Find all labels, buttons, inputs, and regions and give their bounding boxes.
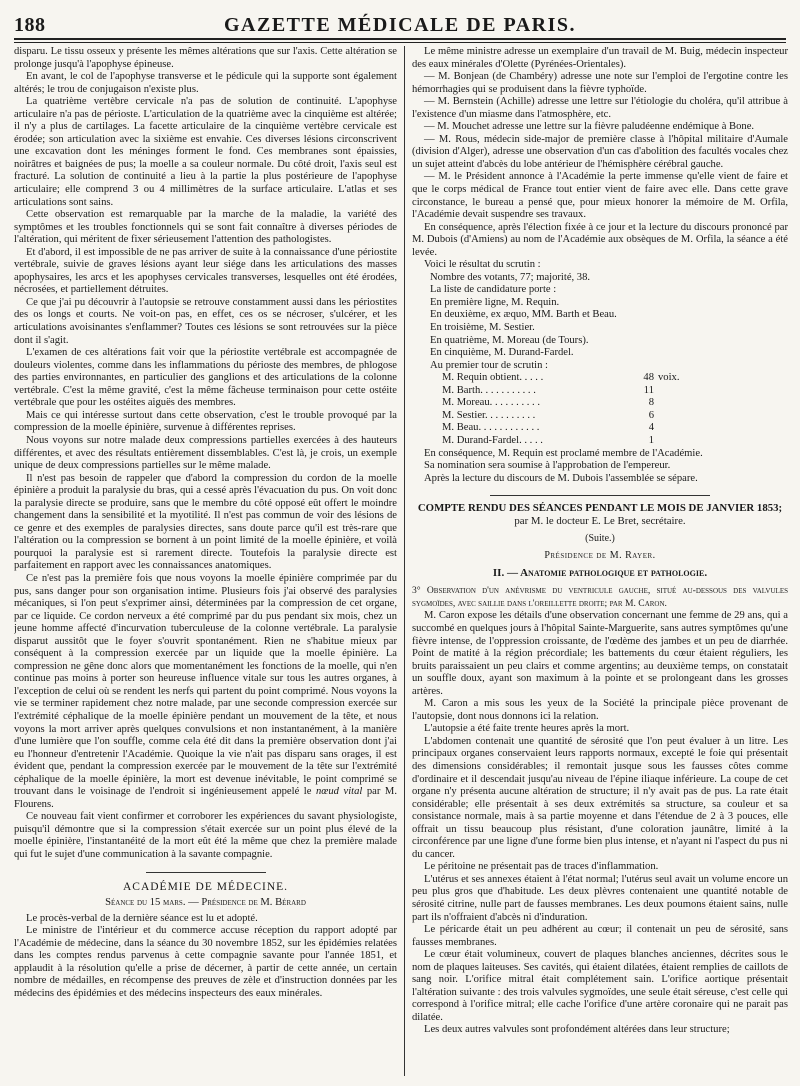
paragraph: Les deux autres valvules sont profondément altérées dans leur structure; — [424, 1024, 730, 1036]
paragraph: Ce que j'ai pu découvrir à l'autopsie se retrouve constamment aussi dans les périostites des os longs et courts. Ne voit-on pas, en effet, ces os se nécroser, s'ulcérer, et les articulations avoisinantes s'enflammer? Toutes ces lésions se sont retrouvées sur la pièce dont il s'agit. — [14, 296, 397, 346]
paragraph: L'utérus et ses annexes étaient à l'état normal; l'utérus seul avait un volume encore un peu plus gros que d'habitude. Les deux plèvres contenaient une quantité notable de sérosité citrine, nulle part de fausses membranes. Les deux poumons étaient sains, nulle part ils n'offraient d'abcès ni d'induration. — [412, 873, 788, 923]
vote-row — [412, 410, 788, 423]
vote-count: 8 — [648, 397, 654, 409]
paragraph: — M. Bonjean (de Chambéry) adresse une note sur l'emploi de l'ergotine contre les hémorrhagies qui se produisent dans la fièvre typhoïde. — [412, 71, 788, 95]
vote-label — [654, 422, 658, 435]
report-byline: par M. le docteur E. Le Bret, secrétaire. — [514, 515, 686, 528]
paragraph: — M. le Président annonce à l'Académie la perte immense qu'elle vient de faire et que le corps médical de France tout entier vient de faire avec elle. Dans cette grave circonstance, le bureau a pensé que, pour mieux honorer la mémoire de M. Orfila, l'Académie devait suspendre ses travaux. — [412, 171, 788, 221]
vote-count: 1 — [648, 434, 654, 446]
vote-row — [412, 372, 788, 385]
column-divider — [404, 46, 405, 1076]
header-rule — [14, 38, 786, 43]
paragraph: disparu. Le tissu osseux y présente les mêmes altérations que sur l'axis. Cette altération se prolonge jusqu'à l'apophyse épineuse. — [14, 46, 397, 70]
vote-count: 48 — [643, 372, 654, 384]
page-number: 188 — [14, 14, 46, 36]
vote-count: 6 — [648, 409, 654, 421]
journal-title: GAZETTE MÉDICALE DE PARIS. — [223, 14, 577, 36]
left-column — [14, 46, 397, 1076]
paragraph: Il n'est pas besoin de rappeler que d'abord la compression du cordon de la moelle épinière a produit la paralysie du bras, qui a cessé après l'évacuation du pus. On voit donc la paralysie directe se produire, sans que le membre du côté opposé eût offert le moindre changement dans la sensibilité et la myotilité. Il n'est pas commun de voir des lésions de ce genre et des exemples de paralysies directes, sans doute parce qu'il est très-rare que l'altération ou la compression se bornent à un point limité de la moelle épinière, et voilà pourquoi la paralysie est si rarement directe. Toutefois la paralysie directe est parfaitement en rapport avec les connaissances anatomiques. — [14, 472, 397, 572]
paragraph: En avant, le col de l'apophyse transverse et le pédicule qui la supporte sont également altérés; le trou de conjugaison n'existe plus. — [14, 71, 397, 95]
paragraph: Nous voyons sur notre malade deux compressions partielles exercées à des hauteurs différentes, et avec des résultats entièrement dissemblables. C'est là, je crois, un exemple unique de deux compressions partielles sur le même malade. — [14, 434, 397, 472]
paragraph-compression — [14, 573, 397, 811]
paragraph: — M. Mouchet adresse une lettre sur la fièvre paludéenne endémique à Bone. — [424, 121, 755, 133]
section-divider — [490, 495, 710, 496]
ballot-line: En cinquième, M. Durand-Fardel. — [430, 347, 574, 359]
paragraph: Et d'abord, il est impossible de ne pas arriver de suite à la connaissance d'une périostite vertébrale, suivie de graves lésions ayant leur siége dans les articulations des masses apophysaires, les arcs et les apophyses cervicales transverses, lesquelles ont été érodées, nécrosées, et partiellement détruites. — [14, 246, 397, 296]
paragraph: En conséquence, après l'élection fixée à ce jour et la lecture du discours prononcé par M. Dubois (d'Amiens) au nom de l'Académie aux obsèques de M. Orfila, la séance a été levée. — [412, 221, 788, 258]
subsection-title: II. — Anatomie pathologique et pathologie. — [492, 566, 708, 579]
paragraph: Mais ce qui intéresse surtout dans cette observation, c'est le trouble provoqué par la compression de la moelle épinière, survenue à différentes reprises. — [14, 409, 397, 434]
vote-row — [412, 385, 788, 398]
paragraph: Cette observation est remarquable par la marche de la maladie, la variété des symptômes et les troubles fonctionnels qui se sont fait connaître à diverses périodes de l'altération, qui méritent de fixer sérieusement l'attention des pathologistes. — [14, 209, 397, 246]
suite-label: (Suite.) — [585, 532, 615, 544]
academie-heading: ACADÉMIE DE MÉDECINE. — [122, 880, 289, 893]
paragraph: M. Caron a mis sous les yeux de la Société la principale pièce provenant de l'autopsie, dont nous donnons ici la relation. — [412, 698, 788, 722]
ballot-line: Au premier tour de scrutin : — [430, 359, 548, 371]
seance-line: Séance du 15 mars. — Présidence de M. Bérard — [105, 897, 306, 909]
paragraph: — M. Rous, médecin side-major de première classe à l'hôpital militaire d'Aumale (division d'Alger), adresse une observation d'un cas d'abolition des facultés vocales chez un sujet atteint d'abcès du lobe antérieur de l'hémisphère cérébral gauche. — [412, 133, 788, 170]
vote-candidate: M. Sestier. . . . . . . . . . — [442, 409, 536, 421]
vote-count: 11 — [643, 384, 654, 396]
paragraph: L'examen de ces altérations fait voir que la périostite vertébrale est accompagnée de douleurs violentes, comme dans les inflammations du périoste des membres, de phlogose des parties environnantes, en particulier des ganglions et des articulations de la colonne vertébrale. C'est la même gravité, c'est la même fâcheuse terminaison pour cette ostéite vertébrale que pour les ostéites aiguës des membres. — [14, 347, 397, 409]
case-title: 3° Observation d'un anévrisme du ventricule gauche, situé au-dessous des valvules sygmoïdes, avec saillie dans l'oreillette droite; par M. Caron. — [412, 585, 788, 609]
paragraph: — M. Bernstein (Achille) adresse une lettre sur l'étiologie du choléra, qu'il attribue à l'existence d'un miasme dans l'atmosphère, etc. — [412, 96, 788, 120]
paragraph: Ce nouveau fait vient confirmer et corroborer les expériences du savant physiologiste, puisqu'il démontre que si la compression s'était exercée sur un point plus élevé de la moelle épinière, l'instantanéité de la mort eût été la même que chez la première malade qui fut le sujet d'une communication à la savante compagnie. — [14, 811, 397, 860]
paragraph: Voici le résultat du scrutin : — [424, 259, 541, 271]
paragraph: Le même ministre adresse un exemplaire d'un travail de M. Buig, médecin inspecteur des eaux minérales d'Olette (Pyrénées-Orientales). — [412, 46, 788, 70]
ballot-line: En deuxième, ex æquo, MM. Barth et Beau. — [430, 309, 617, 321]
vote-candidate: M. Durand-Fardel. . . . . — [442, 434, 543, 446]
ballot-line: La liste de candidature porte : — [430, 284, 557, 296]
ballot-line: En première ligne, M. Requin. — [430, 296, 560, 308]
vote-candidate: M. Beau. . . . . . . . . . . . — [442, 422, 540, 434]
paragraph: Le péricarde était un peu adhérent au cœur; il contenait un peu de sérosité, sans fausses membranes. — [412, 924, 788, 948]
paragraph: Après la lecture du discours de M. Dubois l'assemblée se sépare. — [424, 472, 698, 484]
paragraph-text: Ce n'est pas la première fois que nous voyons la moelle épinière comprimée par du pus, sans danger pour son organisation intime. Plusieurs fois j'ai observé des paralysies mécaniques, si l'on peut s'exprimer ainsi, déterminées par la compression de cet organe, par ce liquide. Ce cordon nerveux a été comprimé par du pus pendant six mois, chez un jeune homme affecté d'incurvation tuberculeuse de la colonne vertébrale. La paralysie disparut aussitôt que le foyer s'ouvrit spontanément. Rien ne s'habitue mieux par conséquent à la compression exercée par un liquide que la moelle épinière. La compression ne gêne donc alors que momentanément les fonctions de la moelle, qui n'en continue pas moins à porter son heureuse influence vitale sur tous les autres organes, à l'exception de celui où se rendent les nerfs qui partent du point comprimé. Nous voyons la vie se terminer rapidement chez notre malade, par une seconde compression exercée sur l'extrémité céphalique de la moelle épinière pendant un mouvement de la tête, et nous voyons la mort arriver après quelques convulsions et non instantanément, à la manière d'une lumière que l'on souffle, comme cela été dit dans la première observation dont j'ai eu l'honneur d'entretenir l'Académie. Quoique la vie n'ait pas disparu sans orages, il est évident que, pendant la compression exercée par le mouvement de la tête sur l'extrémité céphalique de la moelle épinière, la mort est devenue inévitable, le point comprimé se trouvant dans le voisinage de l'endroit si ingénieusement appelé le — [14, 572, 397, 798]
vote-label — [654, 397, 658, 410]
ballot-line: En troisième, M. Sestier. — [430, 322, 535, 334]
vote-row — [412, 397, 788, 410]
paragraph: Sa nomination sera soumise à l'approbation de l'empereur. — [424, 460, 671, 472]
section-divider — [146, 872, 266, 873]
vote-row — [412, 435, 788, 448]
vote-label — [654, 410, 658, 423]
vote-label — [654, 435, 658, 448]
paragraph: Le procès-verbal de la dernière séance est lu et adopté. — [26, 912, 258, 924]
paragraph: La quatrième vertèbre cervicale n'a pas de solution de continuité. L'apophyse articulaire n'a pas de périoste. L'articulation de la quatrième avec la cinquième est altérée; il n'y a plus de cartilages. La facette articulaire de la cinquième vertèbre cervicale est érodée; son articulation avec la sixième est envahie. Ces diverses lésions circonscrivent une excavation dont les méninges forment le fond. Ces membranes sont épaissies, noirâtres et baignées de pus; la moelle a sa couleur normale. Du côté droit, l'axis seul est fracturé. La solution de continuité a lieu à la partie la plus postérieure de l'apophyse articulaire; elle comprend 3 ou 4 millimètres de la surface articulaire. L'atlas et ses articulations sont sains. — [14, 96, 397, 208]
vote-count: 4 — [648, 422, 654, 434]
paragraph: Le ministre de l'intérieur et du commerce accuse réception du rapport adopté par l'Académie de médecine, dans la séance du 30 novembre 1852, sur les épidémies relatées dans les comptes rendus parvenus à cette compagnie savante pour l'année 1851, et applaudit à la résolution qu'elle a prise de décerner, à partir de cette année, un certain nombre de médailles, en récompense des preuves de zèle et d'instruction données par les médecins des épidémies et des médecins inspecteurs des eaux minérales. — [14, 925, 397, 999]
ballot-line: En quatrième, M. Moreau (de Tours). — [430, 334, 589, 346]
vote-candidate: M. Requin obtient. . . . . — [442, 372, 544, 384]
vote-label — [654, 385, 658, 398]
paragraph: M. Caron expose les détails d'une observation concernant une femme de 29 ans, qui a succombé en quelques jours à l'hôpital Sainte-Marguerite, sans autres symptômes qu'une fièvre intense, de l'oppression croissante, de l'œdème des jambes et un peu de diarrhée. Point de matité à la région précordiale; les battements du cœur étaient réguliers, les bruits paraissaient un peu clairs et comme argentins; au deuxième temps, on constatait un souffle doux, ayant son maximum à la pointe et se prolongeant dans les grosses artères. — [412, 610, 788, 697]
paragraph: L'autopsie a été faite trente heures après la mort. — [424, 723, 630, 735]
paragraph: En conséquence, M. Requin est proclamé membre de l'Académie. — [424, 447, 703, 459]
vote-label: voix. — [658, 372, 680, 384]
vote-candidate: M. Moreau. . . . . . . . . . — [442, 397, 540, 409]
presidence-line: Présidence de M. Rayer. — [544, 550, 656, 562]
ballot-line: Nombre des votants, 77; majorité, 38. — [430, 271, 591, 283]
noeud-vital-phrase: nœud vital — [316, 786, 363, 798]
vote-row — [412, 422, 788, 435]
flourens-suffix: par M. Flourens. — [14, 786, 397, 810]
right-column — [412, 46, 788, 1076]
paragraph: Le péritoine ne présentait pas de traces d'inflammation. — [424, 861, 659, 873]
paragraph: L'abdomen contenait une quantité de sérosité que l'on peut évaluer à un litre. Les principaux organes conservaient leurs rapports normaux, excepté le foie qui présentait des dimensions considérables; il remontait jusque sous les fausses côtes comme d'ordinaire et il descendait jusqu'au niveau de l'épine iliaque inférieure. La coupe de cet organe n'y présenta aucune altération de structure; il n'y avait pas de pus. La rate était considérable; elle présentait à ses deux extrémités sa structure, sa couleur et sa consistance normale, mais à sa partie moyenne et dans l'étendue de 2 à 3 pouces, elle offrait un tissu beaucoup plus résistant, d'une coloration jaunâtre, limité à la circonférence par une ligne d'une forme bien plus intense, et n'ayant ni l'aspect du pus ni du cancer. — [412, 735, 788, 860]
vote-candidate: M. Barth. . . . . . . . . . . — [442, 384, 536, 396]
paragraph: Le cœur était volumineux, couvert de plaques blanches anciennes, décrites sous le nom de plaques laiteuses. Ses cavités, qui étaient dilatées, étaient remplies de caillots de sang noir. L'orifice mitral était complétement sain. L'orifice aortique présentait l'altération suivante : des trois valvules sygmoïdes, une seule était séreuse, c'est celle qui correspond à l'orifice mitral; elle cache l'orifice d'une artère coronaire qui ne parait pas dilatée. — [412, 949, 788, 1023]
report-title: COMPTE RENDU DES SÉANCES PENDANT LE MOIS DE JANVIER 1853; — [417, 502, 783, 515]
